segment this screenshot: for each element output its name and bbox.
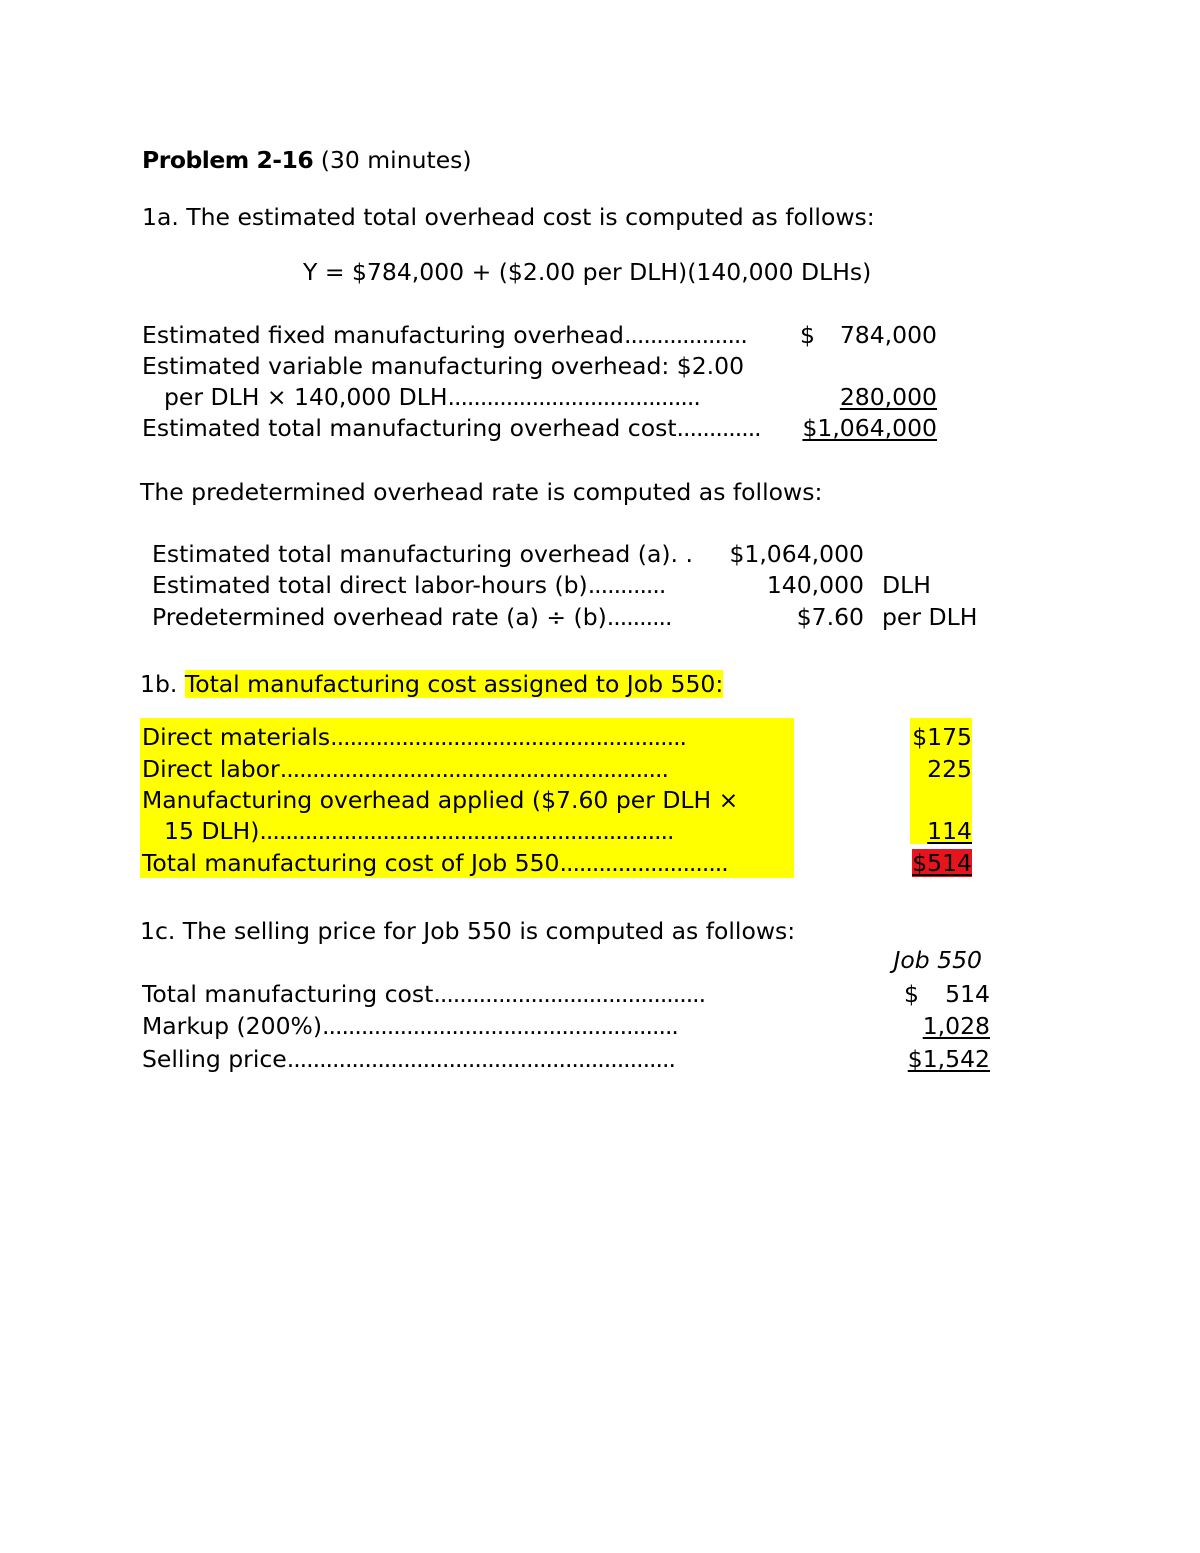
direct-labor-label: Direct labor............................................................ [142, 755, 668, 783]
job-550-header: Job 550 [893, 946, 982, 974]
total-cost-dollar: $ [904, 980, 919, 1008]
selling-price-label: Selling price............................................................ [142, 1045, 675, 1073]
fixed-overhead-label: Estimated fixed manufacturing overhead................... [142, 321, 747, 349]
rate-row-overhead: Estimated total manufacturing overhead (a). . [152, 540, 693, 568]
part-1a-intro: 1a. The estimated total overhead cost is computed as follows: [142, 203, 875, 231]
total-job-cost-value: $514 [912, 849, 972, 877]
variable-overhead-detail: per DLH × 140,000 DLH....................................... [164, 383, 700, 411]
problem-number: Problem 2-16 [142, 146, 314, 174]
rate-row-hours-unit: DLH [882, 571, 931, 599]
markup-label: Markup (200%)....................................................... [142, 1012, 678, 1040]
markup-value: 1,028 [922, 1012, 990, 1040]
fixed-overhead-value: 784,000 [839, 321, 937, 349]
total-overhead-label: Estimated total manufacturing overhead cost............. [142, 414, 761, 442]
overhead-formula: Y = $784,000 + ($2.00 per DLH)(140,000 DLHs) [303, 258, 872, 286]
direct-materials-label: Direct materials....................................................... [142, 723, 687, 751]
rate-row-hours: Estimated total direct labor-hours (b)............ [152, 571, 666, 599]
overhead-applied-detail: 15 DLH)................................................................ [164, 817, 674, 845]
overhead-applied-label: Manufacturing overhead applied ($7.60 per DLH × [142, 786, 739, 814]
total-job-cost-value-cell [880, 848, 972, 878]
total-job-cost-label: Total manufacturing cost of Job 550.......................... [142, 849, 728, 877]
rate-intro: The predetermined overhead rate is computed as follows: [140, 478, 823, 506]
rate-row-rate: Predetermined overhead rate (a) ÷ (b).......... [152, 603, 672, 631]
selling-price-value: $1,542 [907, 1045, 990, 1073]
problem-title [142, 145, 472, 175]
fixed-overhead-dollar: $ [800, 321, 815, 349]
part-1c-intro: 1c. The selling price for Job 550 is computed as follows: [140, 917, 796, 945]
total-cost-label: Total manufacturing cost.......................................... [142, 980, 706, 1008]
direct-labor-value: 225 [927, 755, 972, 783]
part-1b-heading: 1b. Total manufacturing cost assigned to Job 550: [140, 670, 724, 698]
total-overhead-value: $1,064,000 [802, 414, 937, 442]
rate-row-hours-value: 140,000 [766, 571, 864, 599]
direct-materials-value: $175 [912, 723, 972, 751]
part-1b-highlight: Total manufacturing cost assigned to Job 550: [184, 670, 724, 698]
total-cost-value: 514 [945, 980, 990, 1008]
variable-overhead-label: Estimated variable manufacturing overhead: $2.00 [142, 352, 745, 380]
problem-time: (30 minutes) [320, 146, 472, 174]
variable-overhead-value: 280,000 [839, 383, 937, 411]
rate-row-rate-value: $7.60 [796, 603, 864, 631]
rate-row-rate-unit: per DLH [882, 603, 978, 631]
rate-row-overhead-value: $1,064,000 [729, 540, 864, 568]
overhead-applied-value: 114 [927, 817, 972, 845]
